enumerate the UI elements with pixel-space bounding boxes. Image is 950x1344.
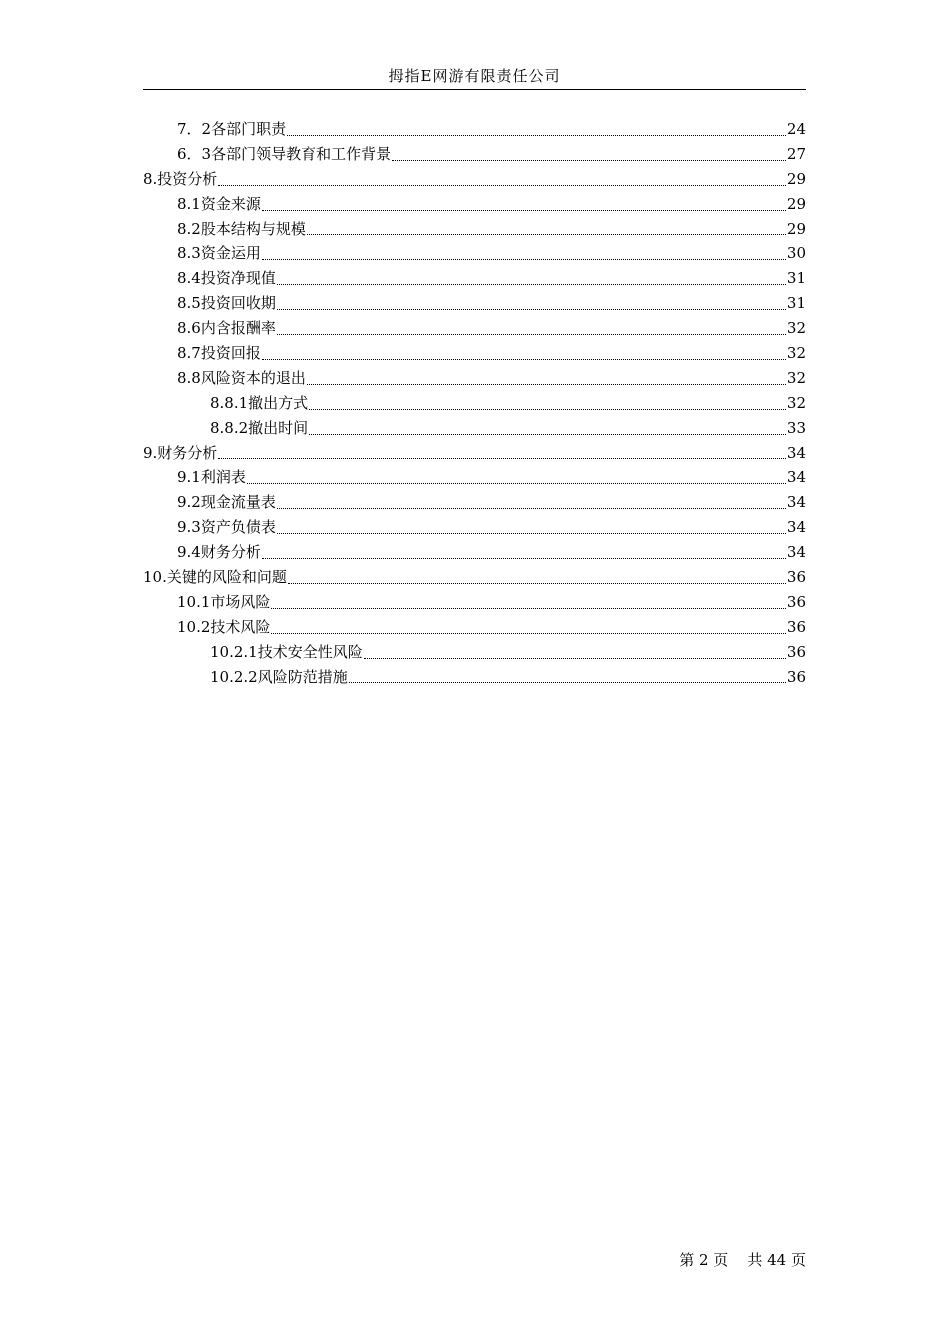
toc-entry-title: 9.3资产负债表 bbox=[177, 518, 276, 537]
toc-entry-title: 10.2.2风险防范措施 bbox=[210, 667, 348, 686]
toc-entry-page: 27 bbox=[786, 144, 806, 163]
toc-entry-page: 36 bbox=[786, 617, 806, 636]
toc-entry[interactable] bbox=[143, 465, 806, 490]
toc-dot-leader bbox=[262, 210, 786, 211]
toc-entry[interactable] bbox=[143, 366, 806, 391]
toc-entry-title: 8.5投资回收期 bbox=[177, 294, 276, 313]
toc-entry-title: 10.2.1技术安全性风险 bbox=[210, 642, 363, 661]
toc-dot-leader bbox=[271, 633, 786, 634]
toc-dot-leader bbox=[307, 234, 786, 235]
toc-entry-page: 30 bbox=[786, 244, 806, 263]
toc-entry-title: 7．2各部门职责 bbox=[177, 120, 287, 138]
toc-entry[interactable] bbox=[143, 217, 806, 242]
toc-entry[interactable] bbox=[143, 490, 806, 515]
toc-entry-page: 31 bbox=[786, 294, 806, 313]
toc-entry-title: 8.4投资净现值 bbox=[177, 269, 276, 288]
toc-dot-leader bbox=[364, 658, 786, 659]
table-of-contents bbox=[143, 117, 806, 689]
toc-dot-leader bbox=[349, 682, 786, 683]
toc-dot-leader bbox=[277, 284, 786, 285]
toc-entry-title: 8.7投资回报 bbox=[177, 344, 261, 363]
toc-entry[interactable] bbox=[143, 117, 806, 142]
toc-entry[interactable] bbox=[143, 291, 806, 316]
toc-entry-title: 8.6内含报酬率 bbox=[177, 319, 276, 338]
toc-entry-title: 8.8.2撤出时间 bbox=[210, 418, 309, 437]
toc-dot-leader bbox=[262, 259, 786, 260]
toc-dot-leader bbox=[247, 483, 786, 484]
toc-entry-title: 8.投资分析 bbox=[143, 169, 218, 188]
toc-entry[interactable] bbox=[143, 540, 806, 565]
toc-dot-leader bbox=[277, 334, 786, 335]
header-rule bbox=[143, 89, 806, 90]
toc-dot-leader bbox=[307, 384, 786, 385]
toc-entry-title: 10.关键的风险和问题 bbox=[143, 568, 287, 587]
toc-entry-page: 34 bbox=[786, 443, 806, 462]
toc-dot-leader bbox=[287, 135, 786, 136]
toc-entry-page: 32 bbox=[786, 393, 806, 412]
toc-entry-page: 24 bbox=[786, 120, 806, 138]
toc-entry-title: 8.1资金来源 bbox=[177, 194, 261, 213]
toc-entry-page: 32 bbox=[786, 319, 806, 338]
toc-entry-title: 8.2股本结构与规模 bbox=[177, 219, 306, 238]
toc-entry-title: 10.2技术风险 bbox=[177, 617, 271, 636]
toc-entry-page: 32 bbox=[786, 368, 806, 387]
toc-entry-title: 8.3资金运用 bbox=[177, 244, 261, 263]
toc-entry[interactable] bbox=[143, 192, 806, 217]
toc-entry-page: 36 bbox=[786, 667, 806, 686]
toc-entry[interactable] bbox=[143, 167, 806, 192]
toc-dot-leader bbox=[218, 185, 786, 186]
toc-dot-leader bbox=[288, 583, 786, 584]
toc-dot-leader bbox=[271, 608, 786, 609]
toc-entry-title: 9.4财务分析 bbox=[177, 543, 261, 562]
toc-entry-page: 34 bbox=[786, 543, 806, 562]
toc-entry-page: 36 bbox=[786, 642, 806, 661]
toc-entry-title: 9.2现金流量表 bbox=[177, 493, 276, 512]
toc-entry-page: 36 bbox=[786, 568, 806, 587]
toc-entry-title: 6．3各部门领导教育和工作背景 bbox=[177, 144, 392, 163]
toc-entry-title: 10.1市场风险 bbox=[177, 592, 271, 611]
toc-entry-page: 29 bbox=[786, 169, 806, 188]
toc-dot-leader bbox=[218, 458, 786, 459]
toc-entry-page: 29 bbox=[786, 194, 806, 213]
toc-dot-leader bbox=[277, 309, 786, 310]
toc-dot-leader bbox=[309, 434, 786, 435]
toc-entry-title: 8.8风险资本的退出 bbox=[177, 368, 306, 387]
toc-entry[interactable] bbox=[143, 316, 806, 341]
toc-entry[interactable] bbox=[143, 565, 806, 590]
toc-dot-leader bbox=[262, 359, 786, 360]
toc-entry[interactable] bbox=[143, 142, 806, 167]
toc-dot-leader bbox=[277, 508, 786, 509]
toc-dot-leader bbox=[392, 160, 786, 161]
toc-entry-page: 31 bbox=[786, 269, 806, 288]
toc-entry-title: 9.1利润表 bbox=[177, 468, 246, 487]
toc-entry[interactable] bbox=[143, 640, 806, 665]
toc-dot-leader bbox=[309, 409, 786, 410]
toc-entry[interactable] bbox=[143, 515, 806, 540]
toc-entry-page: 34 bbox=[786, 518, 806, 537]
toc-entry[interactable] bbox=[143, 241, 806, 266]
toc-entry[interactable] bbox=[143, 416, 806, 441]
toc-entry[interactable] bbox=[143, 341, 806, 366]
toc-dot-leader bbox=[277, 533, 786, 534]
toc-entry[interactable] bbox=[143, 665, 806, 690]
toc-entry[interactable] bbox=[143, 391, 806, 416]
toc-dot-leader bbox=[262, 558, 786, 559]
toc-entry-page: 36 bbox=[786, 592, 806, 611]
toc-entry-page: 32 bbox=[786, 344, 806, 363]
toc-entry-title: 8.8.1撤出方式 bbox=[210, 393, 309, 412]
toc-entry[interactable] bbox=[143, 615, 806, 640]
toc-entry-page: 29 bbox=[786, 219, 806, 238]
page-footer: 第 2 页 共 44 页 bbox=[679, 1251, 806, 1269]
toc-entry-page: 34 bbox=[786, 468, 806, 487]
toc-entry[interactable] bbox=[143, 266, 806, 291]
toc-entry[interactable] bbox=[143, 441, 806, 466]
toc-entry[interactable] bbox=[143, 590, 806, 615]
toc-entry-title: 9.财务分析 bbox=[143, 443, 218, 462]
toc-entry-page: 33 bbox=[786, 418, 806, 437]
toc-entry-page: 34 bbox=[786, 493, 806, 512]
page-header: 拇指E网游有限责任公司 bbox=[388, 67, 561, 85]
